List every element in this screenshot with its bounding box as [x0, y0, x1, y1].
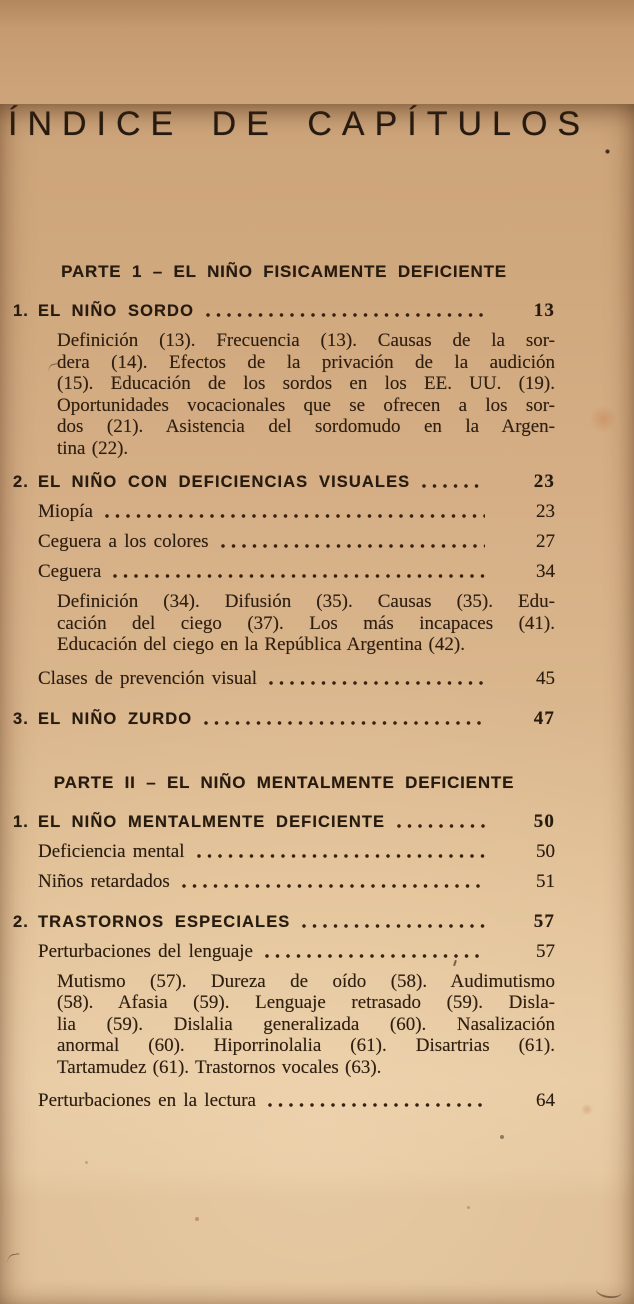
toc-part — [13, 262, 555, 729]
entry-page-number: 27 — [536, 531, 555, 552]
ink-speck — [500, 1135, 504, 1139]
toc-entry-row — [13, 300, 555, 321]
entry-label: Deficiencia mental — [38, 840, 185, 862]
entry-page-number: 50 — [536, 840, 555, 862]
pencil-mark — [7, 1253, 21, 1263]
entry-label: TRASTORNOS ESPECIALES — [38, 912, 291, 931]
entry-page-number: 34 — [536, 561, 555, 582]
entry-label: EL NIÑO MENTALMENTE DEFICIENTE — [38, 812, 386, 831]
entry-page-number: 57 — [536, 940, 555, 962]
toc-entry-row — [13, 501, 555, 522]
description-line: Mutismo (57). Dureza de oído (58). Audimutismo — [57, 970, 555, 992]
entry-label: Miopía — [38, 501, 93, 522]
entry-label: EL NIÑO ZURDO — [38, 709, 193, 728]
paper-freckle — [195, 1217, 199, 1221]
dot-leader — [422, 484, 485, 488]
dot-leader — [269, 681, 485, 685]
part-heading: PARTE 1 – EL NIÑO FISICAMENTE DEFICIENTE — [61, 262, 507, 281]
dot-leader — [302, 924, 485, 928]
entry-label: EL NIÑO SORDO — [38, 302, 195, 320]
description-line: tina (22). — [57, 437, 129, 459]
toc-entry-row — [13, 471, 555, 492]
toc-entry-row — [13, 911, 555, 932]
toc-entry-row — [13, 1090, 555, 1111]
entry-label: Ceguera — [38, 561, 102, 582]
entry-number: 1. — [13, 302, 29, 320]
description-line: dos (21). Asistencia del sordomudo en la Argen- — [57, 416, 555, 437]
scanned-book-page — [0, 104, 634, 1111]
description-line: (15). Educación de los sordos en los EE. UU. (19). — [57, 373, 555, 394]
dot-leader — [113, 574, 485, 578]
paper-freckle — [467, 1206, 470, 1209]
description-line: Oportunidades vocacionales que se ofrecen a los sor- — [57, 394, 555, 416]
page-title: ÍNDICE DE CAPÍTULOS — [8, 105, 591, 143]
entry-label: Perturbaciones del lenguaje — [38, 940, 253, 962]
entry-description — [57, 971, 555, 1079]
description-line: Tartamudez (61). Trastornos vocales (63). — [57, 1056, 382, 1078]
dot-leader — [105, 514, 485, 518]
dot-leader — [204, 721, 485, 725]
toc-entry-row — [13, 531, 555, 552]
entry-description — [57, 330, 555, 459]
entry-number: 1. — [13, 812, 29, 831]
dot-leader — [182, 884, 485, 888]
entry-label: EL NIÑO CON DEFICIENCIAS VISUALES — [38, 473, 411, 491]
entry-page-number: 57 — [533, 910, 555, 932]
description-line: (58). Afasia (59). Lenguaje retrasado (59). Disla- — [57, 992, 555, 1013]
entry-page-number: 51 — [536, 870, 555, 892]
dot-leader — [206, 313, 485, 317]
entry-page-number: 64 — [536, 1090, 555, 1111]
part-heading: PARTE II – EL NIÑO MENTALMENTE DEFICIENTE — [53, 772, 515, 792]
toc-entry-row — [13, 841, 555, 862]
toc-part — [13, 773, 555, 1112]
entry-label: Clases de prevención visual — [38, 667, 258, 689]
entry-number: 3. — [13, 709, 29, 728]
entry-page-number: 47 — [533, 707, 555, 729]
paper-freckle — [85, 1161, 88, 1164]
dot-leader — [268, 1103, 485, 1107]
dot-leader — [265, 954, 485, 958]
part-entries — [13, 811, 555, 1112]
toc-entry-row — [13, 941, 555, 962]
pencil-mark — [595, 1282, 623, 1299]
description-line: anormal (60). Hiporrinolalia (61). Disartrias (61). — [57, 1035, 555, 1056]
description-line: Educación del ciego en la República Argentina (42). — [57, 634, 465, 655]
entry-page-number: 13 — [533, 300, 555, 321]
toc-entry-row — [13, 561, 555, 582]
entry-number: 2. — [13, 473, 29, 491]
part-entries — [13, 300, 555, 729]
description-line: Definición (34). Difusión (35). Causas (35). Edu- — [57, 591, 555, 612]
entry-number: 2. — [13, 912, 29, 931]
description-line: cación del ciego (37). Los más incapaces (41). — [57, 612, 555, 634]
entry-page-number: 50 — [533, 810, 555, 832]
entry-page-number: 45 — [536, 667, 555, 689]
dot-leader — [221, 544, 485, 548]
description-line: lia (59). Dislalia generalizada (60). Nasalización — [57, 1013, 555, 1035]
description-line: Definición (13). Frecuencia (13). Causas de la sor- — [57, 330, 555, 351]
dot-leader — [197, 854, 485, 858]
entry-page-number: 23 — [536, 501, 555, 522]
toc-entry-row — [13, 668, 555, 689]
description-line: dera (14). Efectos de la privación de la audición — [57, 351, 555, 373]
entry-page-number: 23 — [533, 471, 555, 492]
entry-label: Ceguera a los colores — [38, 531, 209, 552]
ink-speck — [605, 149, 610, 154]
toc-entry-row — [13, 871, 555, 892]
entry-description — [57, 591, 555, 656]
table-of-contents — [0, 262, 634, 1111]
toc-entry-row — [13, 708, 555, 729]
entry-label: Perturbaciones en la lectura — [38, 1090, 256, 1111]
toc-entry-row — [13, 811, 555, 832]
dot-leader — [397, 824, 485, 828]
entry-label: Niños retardados — [38, 870, 170, 892]
